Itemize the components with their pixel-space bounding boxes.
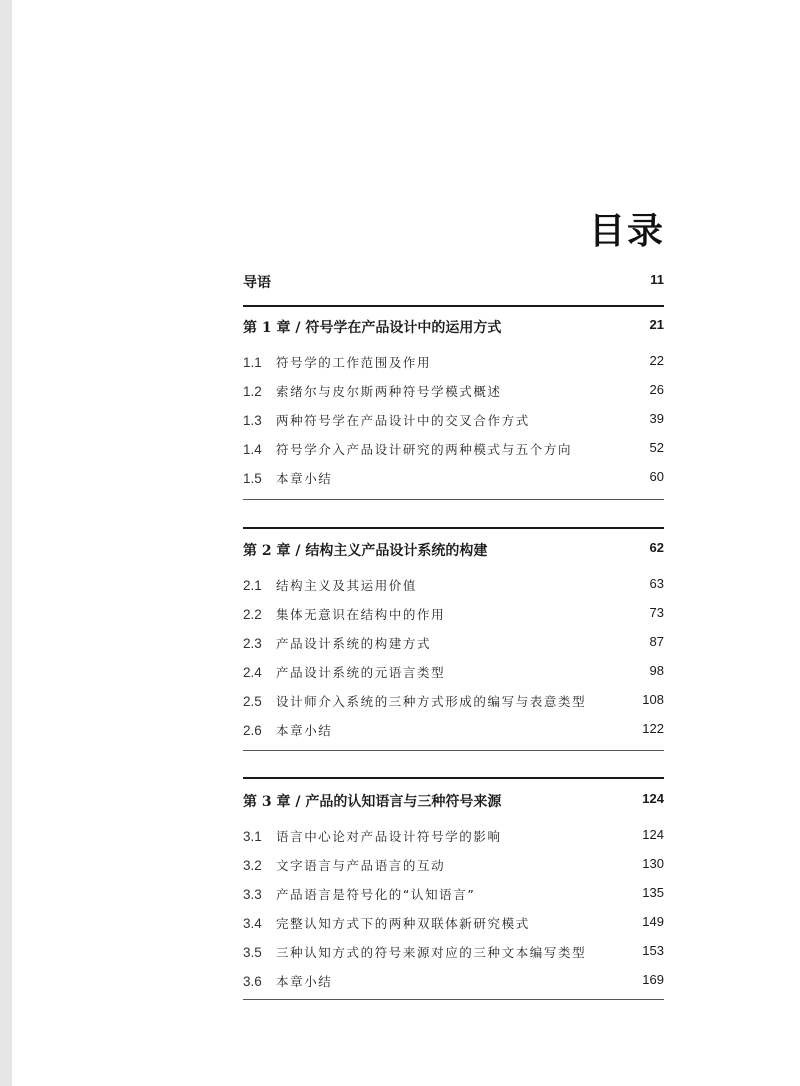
section-page: 60 [649,469,664,484]
section-page: 26 [649,382,664,397]
toc-section-row[interactable] [243,634,664,663]
toc-section-row[interactable] [243,827,664,856]
section-page: 130 [642,856,664,871]
toc-chapter-3 [243,791,664,1001]
section-number: 2.6 [243,723,262,738]
section-number: 1.1 [243,355,262,370]
divider [243,999,664,1000]
chapter-title: 第 3 章 / 产品的认知语言与三种符号来源 [243,794,502,810]
toc-section-row[interactable] [243,721,664,750]
section-number: 3.2 [243,858,262,873]
section-number: 3.6 [243,974,262,989]
page-title: 目录 [588,210,665,252]
section-title: 产品设计系统的构建方式 [276,636,432,651]
section-number: 1.4 [243,442,262,457]
toc-chapter-1 [243,317,664,498]
section-number: 1.5 [243,471,262,486]
page-gutter [0,0,12,1086]
divider [243,777,664,779]
section-page: 52 [649,440,664,455]
section-page: 135 [642,885,664,900]
section-title: 产品设计系统的元语言类型 [276,665,446,680]
toc-intro-label: 导语 [243,275,271,291]
toc-section-row[interactable] [243,440,664,469]
divider [243,305,664,307]
section-page: 98 [649,663,664,678]
section-title: 完整认知方式下的两种双联体新研究模式 [276,916,530,931]
section-number: 2.4 [243,665,262,680]
toc-section-row[interactable] [243,411,664,440]
section-page: 169 [642,972,664,987]
chapter-heading[interactable] [243,317,664,353]
toc-section-row[interactable] [243,856,664,885]
section-number: 2.2 [243,607,262,622]
toc-intro-page: 11 [650,272,664,287]
section-number: 3.1 [243,829,262,844]
section-number: 1.2 [243,384,262,399]
section-title: 集体无意识在结构中的作用 [276,607,446,622]
toc-section-row[interactable] [243,914,664,943]
section-title: 本章小结 [276,974,333,989]
section-page: 87 [649,634,664,649]
section-page: 73 [649,605,664,620]
chapter-page: 62 [649,540,664,555]
toc-section-row[interactable] [243,885,664,914]
section-number: 2.3 [243,636,262,651]
section-title: 语言中心论对产品设计符号学的影响 [276,829,502,844]
section-page: 153 [642,943,664,958]
section-title: 符号学介入产品设计研究的两种模式与五个方向 [276,442,573,457]
chapter-heading[interactable] [243,540,664,576]
section-title: 本章小结 [276,723,333,738]
section-title: 结构主义及其运用价值 [276,578,418,593]
section-title: 符号学的工作范围及作用 [276,355,432,370]
chapter-title: 第 2 章 / 结构主义产品设计系统的构建 [243,543,488,559]
section-page: 22 [649,353,664,368]
chapter-page: 21 [649,317,664,332]
section-page: 108 [642,692,664,707]
section-title: 设计师介入系统的三种方式形成的编写与表意类型 [276,694,587,709]
chapter-page: 124 [642,791,664,806]
section-title: 产品语言是符号化的“认知语言” [276,887,476,902]
chapter-heading[interactable] [243,791,664,827]
section-number: 3.4 [243,916,262,931]
divider [243,527,664,529]
section-title: 索绪尔与皮尔斯两种符号学模式概述 [276,384,502,399]
toc-chapter-2 [243,540,664,750]
section-number: 2.5 [243,694,262,709]
chapter-title: 第 1 章 / 符号学在产品设计中的运用方式 [243,320,502,336]
toc-section-row[interactable] [243,353,664,382]
section-page: 122 [642,721,664,736]
section-page: 124 [642,827,664,842]
toc-section-row[interactable] [243,605,664,634]
section-title: 三种认知方式的符号来源对应的三种文本编写类型 [276,945,587,960]
divider [243,750,664,751]
section-title: 文字语言与产品语言的互动 [276,858,446,873]
toc-section-row[interactable] [243,972,664,1001]
section-number: 3.3 [243,887,262,902]
section-title: 本章小结 [276,471,333,486]
toc-section-row[interactable] [243,692,664,721]
toc-intro-row[interactable] [243,272,664,301]
section-title: 两种符号学在产品设计中的交叉合作方式 [276,413,530,428]
section-page: 39 [649,411,664,426]
divider [243,499,664,500]
toc-section-row[interactable] [243,576,664,605]
toc-section-row[interactable] [243,663,664,692]
section-page: 63 [649,576,664,591]
toc-section-row[interactable] [243,469,664,498]
section-number: 1.3 [243,413,262,428]
section-number: 2.1 [243,578,262,593]
toc-section-row[interactable] [243,943,664,972]
toc-section-row[interactable] [243,382,664,411]
section-page: 149 [642,914,664,929]
section-number: 3.5 [243,945,262,960]
toc-intro[interactable] [243,272,664,301]
